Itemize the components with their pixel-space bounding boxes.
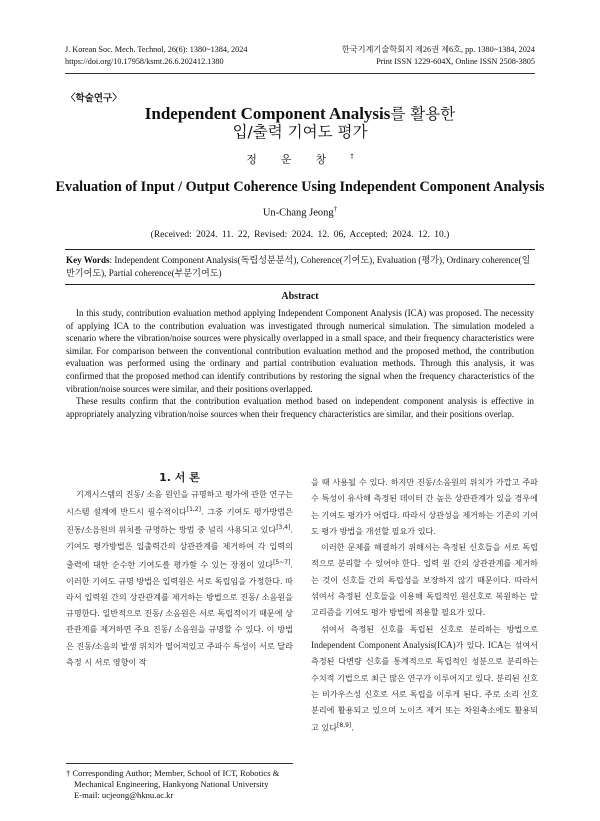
intro-paragraph-1 <box>66 486 293 670</box>
footnote-divider <box>66 763 293 764</box>
author-email[interactable]: E-mail: ucjeong@hknu.ac.kr <box>74 790 174 800</box>
english-author <box>0 205 600 219</box>
text-span: 가 있다. <box>455 639 489 650</box>
keywords-label: Key Words <box>66 255 110 265</box>
right-column <box>311 474 538 736</box>
text-span: 섞여서 측정된 신호를 독립된 신호로 분리하는 방법으로 <box>321 623 538 634</box>
journal-citation: J. Korean Soc. Mech. Technol, 26(6): 1380~1384, 2024 <box>65 45 248 54</box>
footnote <box>66 768 293 801</box>
keywords-bottom-divider <box>65 284 535 285</box>
left-column <box>66 470 293 670</box>
citation-ref[interactable]: [1,2] <box>186 506 201 514</box>
article-category: 〈학술연구〉 <box>66 93 122 104</box>
korean-title-line2: 입/출력 기여도 평가 <box>232 123 368 141</box>
korean-author-name: 정운창 <box>246 153 351 166</box>
corresponding-mark: † <box>350 152 354 161</box>
abstract-body <box>66 307 534 420</box>
received-dates: (Received: 2024. 11. 22, Revised: 2024. 12. 06, Accepted: 2024. 12. 10.) <box>150 230 450 240</box>
abstract-heading: Abstract <box>281 291 319 302</box>
ica-term: Independent Component Analysis(ICA) <box>311 639 456 650</box>
journal-header-left <box>65 44 247 68</box>
korean-title-english-part: Independent Component Analysis <box>144 104 391 123</box>
text-span: . <box>351 723 354 734</box>
text-span: . 그중 기여도 평가방법은 진동/소음원의 위치를 규명하는 방법 중 널리 사용되고 있다 <box>66 506 293 535</box>
issn-info: Print ISSN 1229-604X, Online ISSN 2508-3805 <box>376 57 535 66</box>
corresponding-author-note: † Corresponding Author; Member, School of ICT, Robotics & Mechanical Engineering, Hankyong National University <box>66 768 280 789</box>
english-author-name: Un-Chang Jeong <box>262 207 334 219</box>
text-span: 는 섞여서 측정된 다변량 신호를 통계적으로 독립적인 성분으로 분리하는 수치적 기법으로 최근 많은 연구가 이루어지고 있다. 분리된 신호는 비가우스성 신호로 서로 독립을 이루게 된다. 주로 소리 신호 분리에 활용되고 있으며 노이즈 제거 또는 차원축소에도 활용되고 있다 <box>311 639 538 734</box>
citation-ref[interactable]: [3,4] <box>276 524 291 532</box>
corresponding-mark-en: † <box>333 205 338 213</box>
abstract-paragraph-2: These results confirm that the contribution evaluation method based on independent component analysis is effective in appropriately analyzing vibration/noise sources when their frequency characteristics are similar, and their positions overlap. <box>66 396 534 419</box>
header-divider <box>65 73 535 74</box>
english-title: Evaluation of Input / Output Coherence Using Independent Component Analysis <box>55 179 545 195</box>
text-span: . 이러한 기여도 규명 방법은 입력원은 서로 독립임을 가정한다. 따라서 입력원 간의 상관관계를 제거하는 방법으로 진동/ 소음원을 규명한다. 일반적으로 진동/ 소음원은 서로 독립적이기 때문에 상관관계를 제거하면 주요 진동/ 소음원을 규명할 수 있다. 이 방법은 진동/소음의 발생 위치가 떨어져있고 주파수 특성이 서로 달라 측정 시 서로 영향이 작 <box>66 559 293 668</box>
text-span: . 기여도 평가방법은 입출력간의 상관관계를 제거하여 각 입력의 출력에 대한 순수한 기여도를 평가할 수 있는 장점이 있다 <box>66 524 293 570</box>
keywords-block <box>66 254 534 280</box>
citation-ref[interactable]: [5~7] <box>273 558 291 566</box>
intro-paragraph-3 <box>311 621 538 737</box>
korean-author <box>0 151 600 167</box>
journal-header-right <box>342 44 535 68</box>
journal-citation-korean: 한국기계기술학회지 제26권 제6호, pp. 1380~1384, 2024 <box>341 45 535 54</box>
intro-paragraph-continued: 을 때 사용될 수 있다. 하지만 진동/소음원의 위치가 가깝고 주파수 특성이 유사해 측정된 데이터 간 높은 상관관계가 있을 경우에는 기여도 평가가 어렵다. 따라서 상관성을 제거하는 기존의 기여도 평가 방법을 개선할 필요가 있다. <box>311 477 538 536</box>
keywords-text: : Independent Component Analysis(독립성분분석), Coherence(기여도), Evaluation (평가), Ordinary coherence(일반기여도), Partial coherence(부분기여도) <box>66 255 531 278</box>
citation-ref[interactable]: [8,9] <box>337 722 352 730</box>
keywords-top-divider <box>65 249 535 250</box>
section-heading-introduction: 1. 서 론 <box>159 471 200 484</box>
intro-paragraph-2: 이러한 문제를 해결하기 위해서는 측정된 신호들을 서로 독립적으로 분리할 수 있어야 한다. 입력 원 간의 상관관계를 제거하는 것이 신호들 간의 독립성을 보장하지 않기 때문이다. 따라서 섞여서 측정된 신호들을 이용해 독립적인 원신호로 복원하는 알고리즘을 기여도 평가 방법에 적용할 필요가 있다. <box>311 542 538 618</box>
ica-abbrev: ICA <box>488 639 504 650</box>
korean-title-korean-part: 를 활용한 <box>390 105 456 123</box>
doi-link[interactable]: https://doi.org/10.17958/ksmt.26.6.202412.1380 <box>65 57 224 66</box>
abstract-paragraph-1: In this study, contribution evaluation method applying Independent Component Analysis (ICA) was proposed. The necessity of applying ICA to the contribution evaluation was investigated through numerical simulation. The simulation modeled a scenario where the vibration/noise sources were physically overlapped in a small space, and their frequency characteristics were similar. For comparison between the conventional contribution evaluation method and the proposed method, the contribution evaluation was performed using the ordinary and partial contribution evaluation methods. Through this analysis, it was confirmed that the proposed method can identify contributions by restoring the signal when the frequency characteristics of the vibration/noise sources were similar, and their positions overlapped. <box>66 308 534 394</box>
text-span: 기계시스템의 진동/ 소음 원인을 규명하고 평가에 관한 연구는 시스템 설계에 반드시 필수적이다 <box>66 489 293 517</box>
